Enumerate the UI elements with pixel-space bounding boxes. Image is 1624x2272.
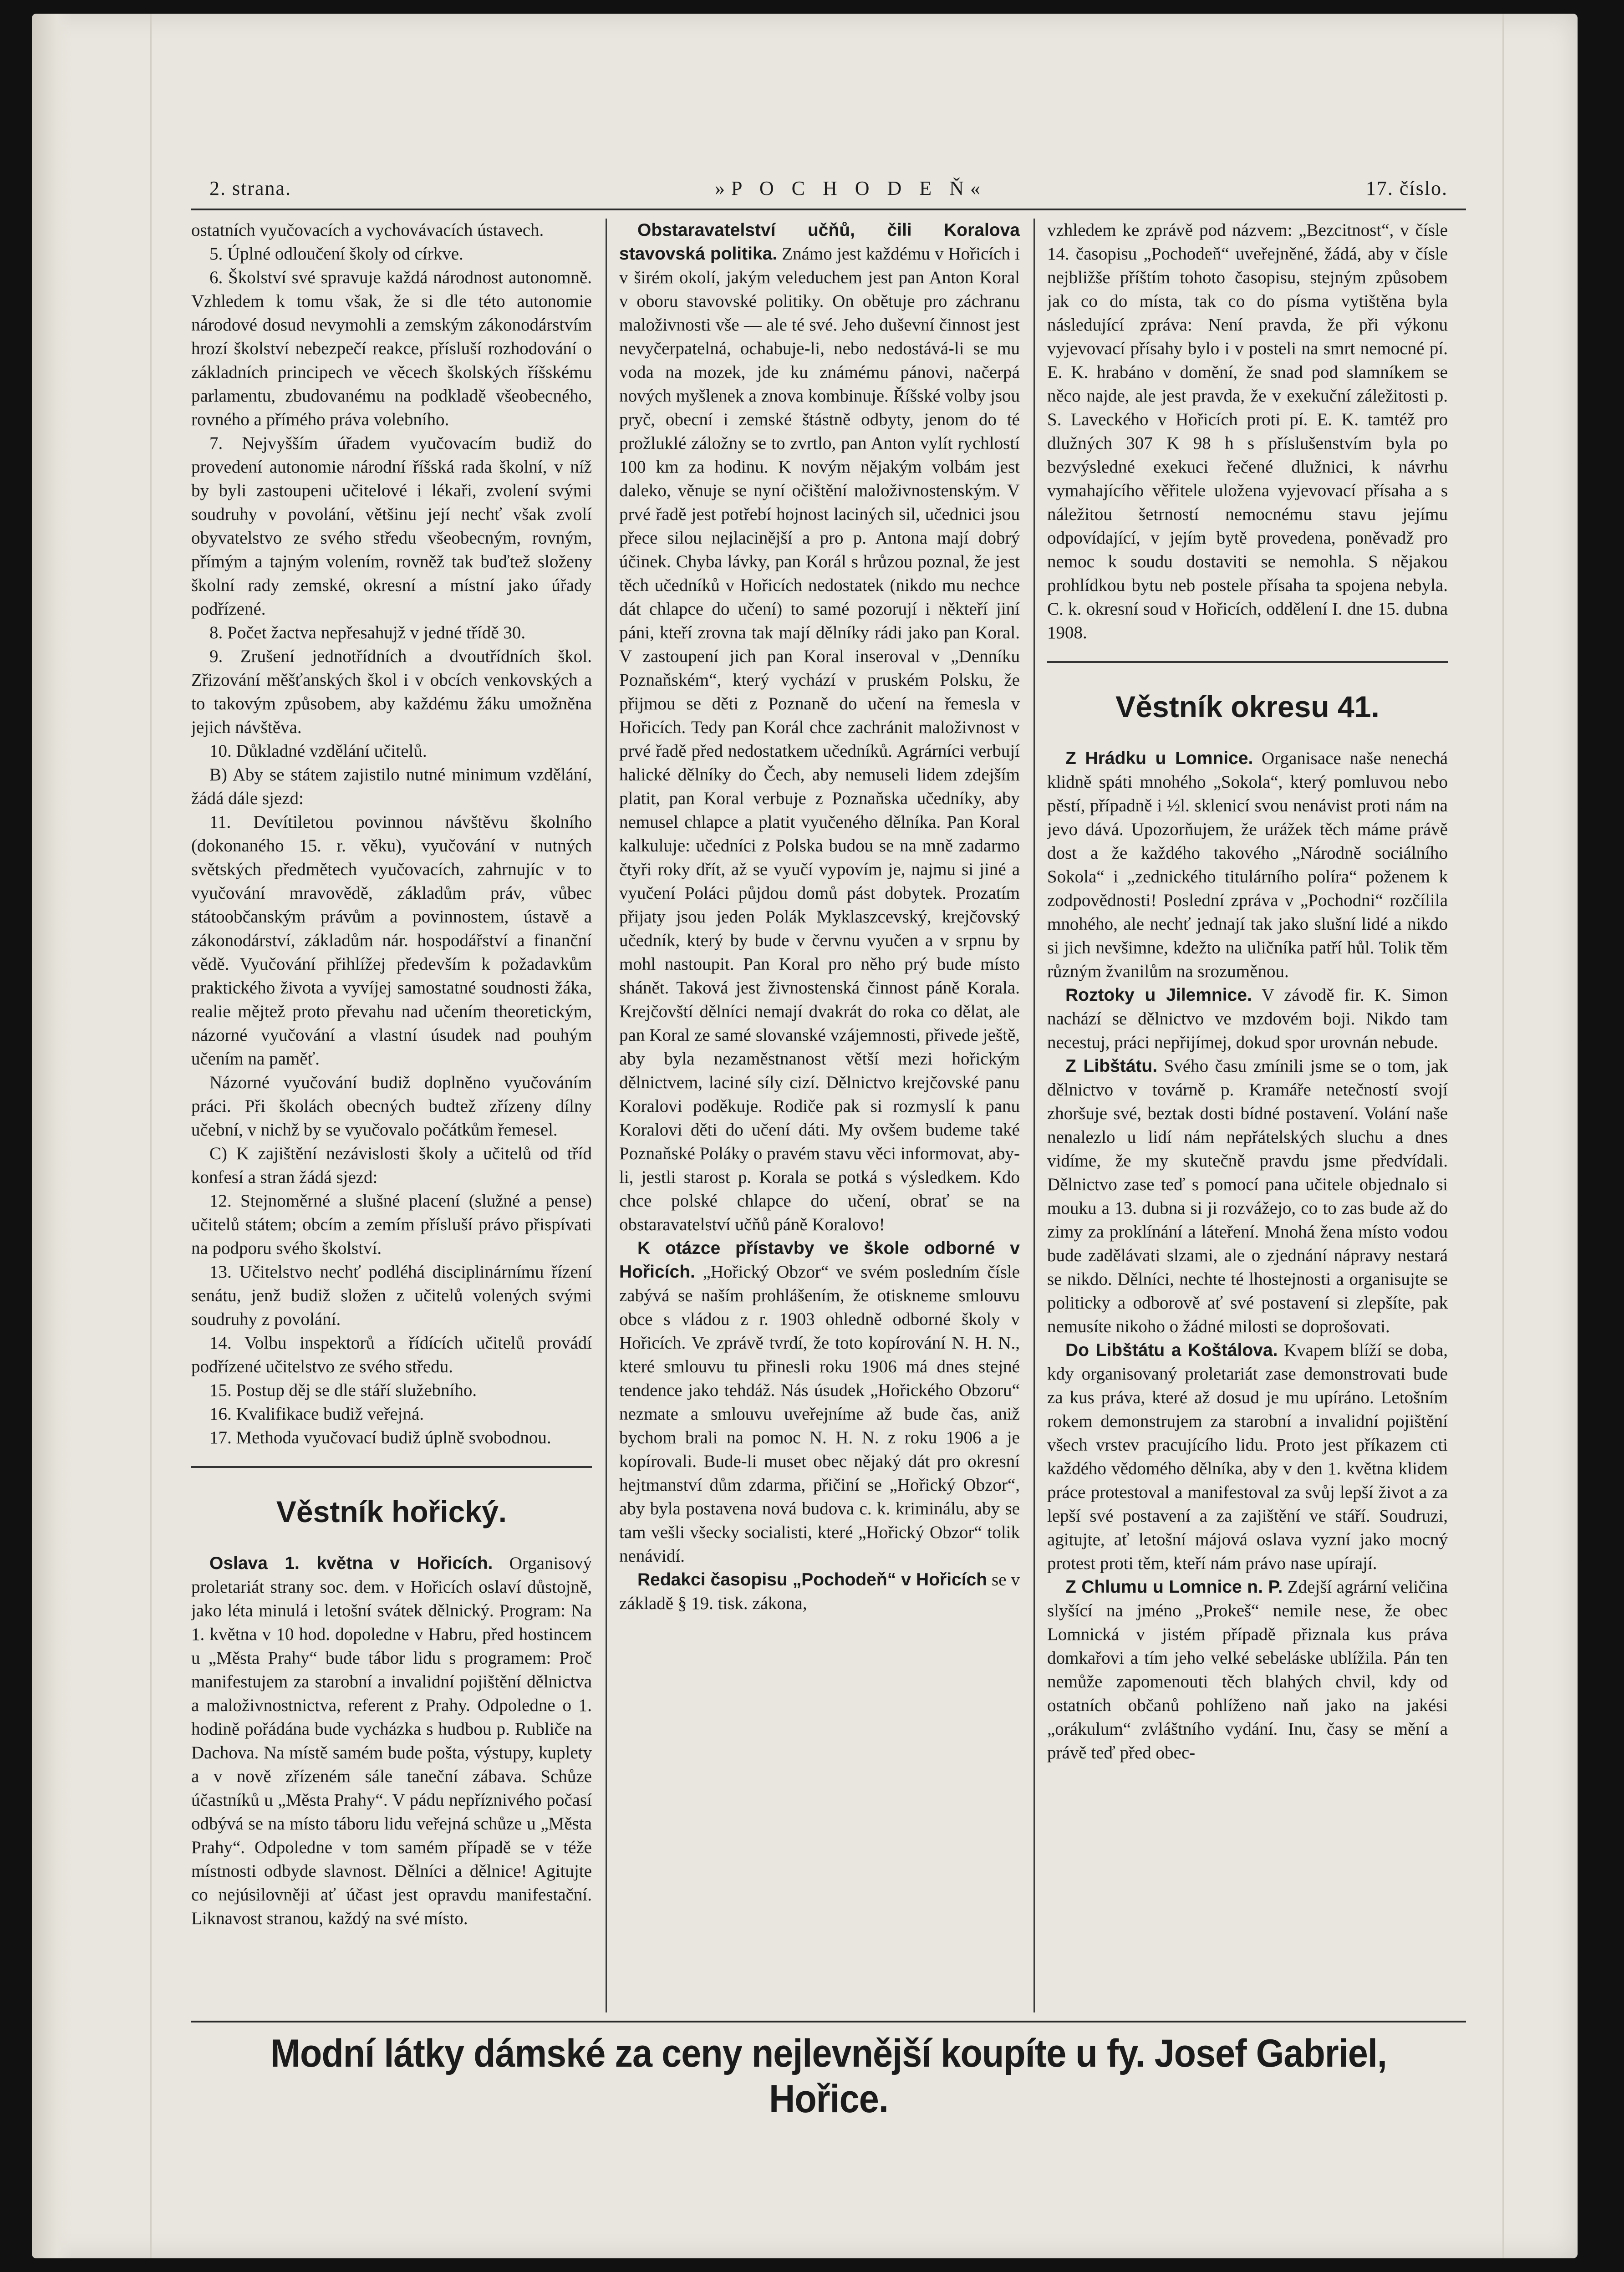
advert-rule: [191, 2021, 1466, 2022]
article-chlum: [1047, 1575, 1448, 1765]
section-title-vestnik-horicky: Věstník hořický.: [276, 1495, 507, 1528]
article-text: Známo jest každému v Hořicích i v širém okolí, jakým veleduchem jest pan Anton Koral v oboru stavovské politiky. On obětuje pro záchranu maloživnosti vše — ale té své. Jeho duševní činnost jest nevyčerpatelná, ochabuje-li, nebo nedostává-li se mu voda na mozek, jde ku známému pánovi, načerpá nových myšlenek a znova kombinuje. Říšské volby jsou pryč, obecní i zemské štástně odbyty, jenom do té prožluklé záložny se to zvrtlo, pan Anton vylít rychlostí 100 km za hodinu. K novým nějakým volbám jest daleko, věnuje se nyní očištění maloživnostenským. V prvé řadě jest potřebí hojnost laciných sil, učednici jsou přece silou nejlacinější a pro p. Antona mají dobrý účinek. Chyba lávky, pan Korál s hrůzou poznal, že jest těch učedníků v Hořicích nedostatek (nikdo mu nechce dát chlapce do učení) to samé pozorují i někteří jiní páni, kteří zrovna tak mají dělníky rádi jako pan Koral. V zastoupení jich pan Koral inseroval v „Denníku Poznaňském“, který vychází v pruském Polsku, že přijmou se děti z Poznaně do učení na řemesla v Hořicích. Tedy pan Korál chce zachránit maloživnost v prvé řadě před nedostatkem učedníků. Agrárníci verbují halické dělníky do Čech, aby nemuseli lidem zdejším platit, pan Koral verbuje z Poznaňska učedníky, aby nemusel chlapce a platit vyučeného dělníka. Pan Koral kalkuluje: učedníci z Polska budou se na mně zadarmo čtyři roky dřít, až se vyučí vypovím je, najmu si jiné a vyučení Poláci půjdou domů pást dobytek. Prozatím přijaty jsou jeden Polák Myklaszcevský, krejčovský učedník, který by bude v červnu vyučen a v srpnu by mohl nastoupit. Pan Koral pro něho prý bude místo shánět. Taková jest živnostenská činnost páně Korala. Krejčovští dělníci nemají dvakrát do roka co dělat, ale pan Koral ze samé slovanské vzájemnosti, přivede ještě, aby byla nezaměstnanost větší mezi hořickým dělnictvem, laciné síly cizí. Dělnictvo krejčovské panu Koralovi poděkuje. Rodiče pak si rozmyslí k panu Koralovi děti do učení dáti. My ovšem budeme také Poznaňské Poláky o pravém stavu věci informovat, aby-li, jestli starost p. Korala se potká s výsledkem. Kdo chce polské chlapce do učení, obrať se na obstaravatelství učňů páně Koralovo!: [619, 244, 1020, 1234]
article-text: V závodě fir. K. Simon nachází se dělnictvo ve mzdovém boji. Nikdo tam necestuj, práci nepřijímej, dokud spor urovnán nebude.: [1047, 985, 1448, 1052]
header-rule: [191, 209, 1466, 210]
article-roztoky: [1047, 983, 1448, 1054]
paragraph: 14. Volbu inspektorů a řídících učitelů provádí podřízené učitelstvo ze svého středu.: [191, 1333, 592, 1376]
article-oslava: [191, 1552, 592, 1931]
paragraph: 12. Stejnoměrné a slušné placení (služné a pense) učitelů státem; obcím a zemím přísluší právo přispívati na podporu svého školství.: [191, 1191, 592, 1258]
article-headline: Do Libštátu a Koštálova.: [1065, 1340, 1278, 1360]
paragraph: 11. Devítiletou povinnou návštěvu školního (dokonaného 15. r. věku), vyučování v nutných světských předmětech vyučovacích, zahrnujíc v to vyučování mravovědě, základům práv, vůbec státoobčanským právům a povinnostem, ústavě a zákonodárství, základům nár. hospodářství a finanční vědě. Vyučování přihlížej především k požadavkům praktického života a vyvíjej samostatné soudnosti žáka, realie mějtež proto převahu nad učením theoretickým, názorné vyučování a vlastní úsudek nad pouhým učením na paměť.: [191, 812, 592, 1069]
column-1: [191, 219, 592, 2012]
article-kostalov: [1047, 1339, 1448, 1575]
page-header: [191, 173, 1466, 205]
article-text: Zdejší agrární veličina slyšící na jméno „Prokeš“ nemile nese, že obec Lomnická v jistém případě přiznala kus práva domkařovi a tím jeho velké sebeláske ublížila. Pán ten nemůže zapomenouti těch blahých chvil, kdy od ostatních občanů pohlíženo naň jako na jakési „orákulum“ zvláštního vydání. Inu, časy se mění a právě teď před obec-: [1047, 1577, 1448, 1763]
page-number: 2. strana.: [209, 177, 292, 199]
article-redakci: [619, 1568, 1020, 1615]
paragraph: Názorné vyučování budiž doplněno vyučováním práci. Při školách obecných budtež zřízeny dílny učební, v nichž by se vyučovalo počátkům řemesel.: [191, 1073, 592, 1140]
paragraph: 9. Zrušení jednotřídních a dvoutřídních škol. Zřizování měšťanských škol i v obcích venkovských a to takovým způsobem, aby každému žáku umožněna jejich návštěva.: [191, 647, 592, 737]
section-rule: [1047, 661, 1448, 663]
article-text: „Hořický Obzor“ ve svém posledním čísle zabývá se naším prohlášením, že otiskneme smlouvu obce s vládou z r. 1903 ohledně odborné školy v Hořicích. Ve zprávě tvrdí, že toto kopírování N. H. N., které smlouvu tu přinesli roku 1906 má dnes stejné tendence jako tehdáž. Nás úsudek „Hořického Obzoru“ nezmate a smlouvu uveřejníme až bude čas, aniž bychom brali na pomoc N. H. N. z roku 1906 a je kopírovali. Bude-li muset obec nějaký dát pro okresní hejtmanství dům zdarma, přičiní se „Hořický Obzor“, aby byla postavena nová budova c. k. kriminálu, aby se tam vešli všecky socialisti, které „Hořický Obzor“ tolik nenávidí.: [619, 1262, 1020, 1566]
column-rule: [1033, 219, 1035, 2012]
article-headline: Oslava 1. května v Hořicích.: [209, 1554, 493, 1573]
paragraph: 13. Učitelstvo nechť podléhá disciplinárnímu řízení senátu, jenž budiž složen z učitelů volených svými soudruhy z povolání.: [191, 1262, 592, 1329]
fold-line-right: [1502, 14, 1504, 2258]
article-text: Kvapem blíží se doba, kdy organisovaný proletariát zase demonstrovati bude za kus práva, které až dosud je mu upíráno. Letošním rokem demonstrujem za starobní a invalidní pojištění všech vrstev pracujícího lidu. Proto jest příkazem cti každého vědomého dělníka, aby v den 1. května klidem práce protestoval a manifestoval za svůj lepší život a za lepší své postavení a za zajištění ve stáří. Soudruzi, agitujte, ať letošní májová oslava vyzní jako mocný protest proti těm, kteří nám právo nase upírají.: [1047, 1340, 1448, 1573]
article-headline: Z Hrádku u Lomnice.: [1065, 749, 1253, 768]
page-binding-edge: [32, 14, 73, 2258]
paragraph: ostatních vyučovacích a vychovávacích ústavech.: [191, 220, 544, 240]
article-text: Svého času zmínili jsme se o tom, jak dělnictvo v továrně p. Kramáře netečností svojí zhoršuje své, beztak dosti bídné postavení. Volání naše nenalezlo u lidí nám nepřátelských sluchu a dnes vidíme, že my skutečně pravdu jsme předvídali. Dělnictvo zase teď s pomocí pana učitele objednalo si mouku a 13. dubna si ji rozvážejo, co to zas bude až do zimy za proklínání a láteření. Mnohá žena místo vodou bude zadělávati slzami, ale o zjednání nápravy nestará se nikdo. Dělníci, nechte té lhostejnosti a organisujte se politicky a odborově ať své postavení si zlepšíte, pak nemusíte nikoho o žádné milosti se doprošovati.: [1047, 1056, 1448, 1336]
article-headline: Roztoky u Jilemnice.: [1065, 985, 1252, 1005]
article-text: Organisace naše nenechá klidně spáti mnohého „Sokola“, který pomluvou nebo pěstí, případně i ½l. sklenicí svou nenávist proti nám na jevo dává. Upozorňujem, že urážek těch máme právě dost a že každého takového „Národně sociálního Sokola“ i „zednického titulárního políra“ poženem k zodpovědnosti! Poslední zpráva v „Pochodni“ rozčílila mnohého, ale nechť jednají tak jako slušní lidé a nikdo si jich nevšimne, kdežto na uličníka patří hůl. Tolik těm různým žvanilům na srozuměnou.: [1047, 749, 1448, 981]
paragraph: 15. Postup děj se dle stáří služebního.: [209, 1381, 477, 1400]
column-2: [619, 219, 1020, 2012]
paragraph: 6. Školství své spravuje každá národnost autonomně. Vzhledem k tomu však, že si dle této autonomie národové dosud nevymohli a zemským zákonodárstvím hrozí školství nebezpečí reakce, přísluší rozhodování o základních principech ve věcech školských říšskému parlamentu, zbudovanému na podkladě všeobecného, rovného a přímého práva volebního.: [191, 268, 592, 429]
paragraph: 17. Methoda vyučovací budiž úplně svobodnou.: [209, 1428, 551, 1447]
column-3: [1047, 219, 1448, 2012]
article-headline: Obstaravatelství učňů, čili Koralova stavovská politika.: [619, 220, 1020, 264]
article-pristavba: [619, 1237, 1020, 1568]
article-headline: Z Chlumu u Lomnice n. P.: [1065, 1577, 1283, 1597]
fold-line-left: [150, 14, 152, 2258]
article-libstat: [1047, 1054, 1448, 1339]
paragraph: 10. Důkladné vzdělání učitelů.: [209, 741, 427, 761]
column-rule: [606, 219, 607, 2012]
paragraph: 16. Kvalifikace budiž veřejná.: [209, 1404, 424, 1424]
section-title-vestnik-okresu: Věstník okresu 41.: [1115, 690, 1380, 723]
article-text: se v základě § 19. tisk. zákona,: [619, 1570, 1020, 1613]
paragraph: vzhledem ke zprávě pod názvem: „Bezcitnost“, v čísle 14. časopisu „Pochodeň“ uveřejněné, žádá, aby v čísle nejbližše příštím tohoto časopisu, stejným způsobem jak co do místa, tak co do písma vytištěna byla následující zpráva: Není pravda, že při výkonu vyjevovací přísahy bylo i v posteli na smrt nemocné pí. E. K. hrabáno v domění, že snad pod slamníkem se něco najde, ale jest pravda, že v exekuční záležitosti p. S. Laveckého v Hořicích proti pí. E. K. tamtéž pro dlužných 307 K 98 h s příslušenstvím byla po bezvýsledné exekuci řečené dlužnici, k návrhu vymahajícího věřitele uložena vyjevovací přísaha a s náležitou šetrností nemocnému stavu jejímu odpovídající, v jejím bytě provedena, poněvadž pro nemoc k soudu dostaviti se nemohla. S nějakou prohlídkou bytu neb postele přísaha ta spojena nebyla. C. k. okresní soud v Hořicích, oddělení I. dne 15. dubna 1908.: [1047, 220, 1448, 642]
paragraph: B) Aby se státem zajistilo nutné minimum vzdělání, žádá dále sjezd:: [191, 765, 592, 808]
article-obstaravatelstvi: [619, 219, 1020, 1237]
issue-number: 17. číslo.: [1365, 177, 1448, 199]
paragraph: 5. Úplné odloučení školy od církve.: [209, 244, 463, 264]
paragraph: 7. Nejvyšším úřadem vyučovacím budiž do provedení autonomie národní říšská rada školní, v níž by byli zastoupeni učitelové i lékaři, zvolení svými soudruhy v povolání, většinu její nechť však zvolí obyvatelstvo ze svého středu všeobecným, rovným, přímým a tajným volením, rovněž tak buďtež složeny školní rady zemské, okresní a místní jako úřady podřízené.: [191, 433, 592, 619]
section-rule: [191, 1466, 592, 1468]
article-headline: K otázce přístavby ve škole odborné v Hořicích.: [619, 1238, 1020, 1282]
printed-sheet: [191, 173, 1466, 2121]
advertisement-banner: Modní látky dámské za ceny nejlevnější koupíte u fy. Josef Gabriel, Hořice.: [270, 2032, 1387, 2121]
masthead-title: »P O C H O D E Ň«: [715, 177, 987, 199]
paragraph: 8. Počet žactva nepřesahujž v jedné třídě 30.: [209, 623, 526, 642]
article-headline: Redakci časopisu „Pochodeň“ v Hořicích: [637, 1570, 988, 1589]
article-hradek: [1047, 747, 1448, 983]
paragraph: C) K zajištění nezávislosti školy a učitelů od tříd konfesí a stran žádá sjezd:: [191, 1144, 592, 1187]
article-headline: Z Libštátu.: [1065, 1056, 1158, 1076]
article-text: Organisový proletariát strany soc. dem. v Hořicích oslaví důstojně, jako léta minulá i letošní svátek dělnický. Program: Na 1. května v 10 hod. dopoledne v Habru, před hostincem u „Města Prahy“ bude tábor lidu s programem: Proč manifestujem za starobní a invalidní pojištění dělnictva a maloživnostnictva, referent z Prahy. Odpoledne o 1. hodině pořádána bude vycházka s hudbou p. Rubliče na Dachova. Na místě samém bude pošta, výstupy, kuplety a v nově zřízeném sále taneční zábava. Schůze účastníků u „Města Prahy“. V pádu nepříznivého počasí odbývá se na místo táboru lidu veřejná schůze u „Města Prahy“. Odpoledne v tom samém případě se v téže místnosti odbyde slavnost. Dělníci a dělnice! Agitujte co nejúsilovněji ať účast jest opravdu manifestační. Liknavost stranou, každý na své místo.: [191, 1554, 592, 1928]
